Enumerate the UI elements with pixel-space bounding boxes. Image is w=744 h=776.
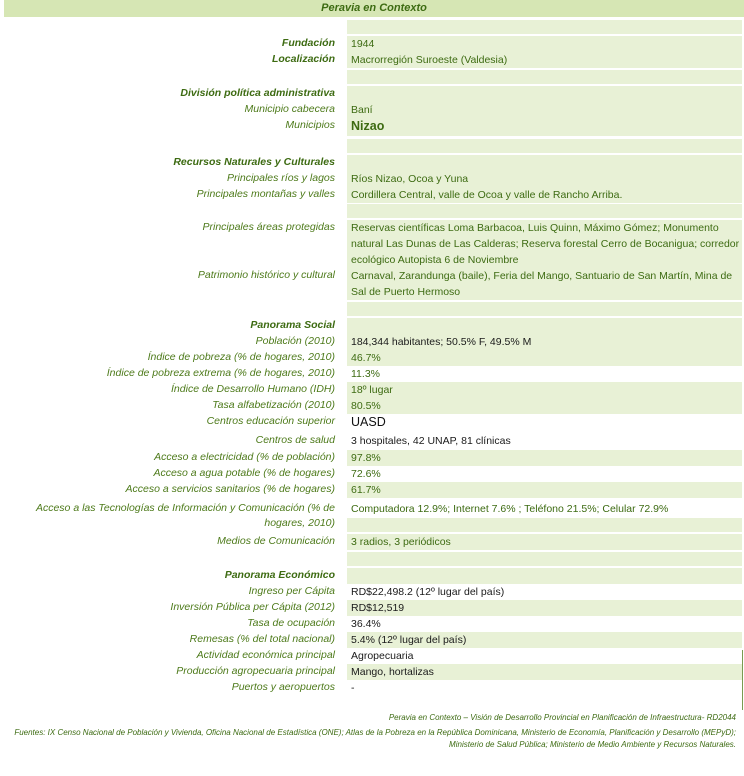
row-label: Inversión Pública per Cápita (2012): [170, 601, 335, 613]
row-value: UASD: [347, 414, 742, 432]
row-value: 61.7%: [347, 482, 742, 498]
row-value: Cordillera Central, valle de Ocoa y valle de Rancho Arriba.: [347, 187, 742, 203]
row-label: Tasa de ocupación: [247, 617, 335, 629]
row-label: Recursos Naturales y Culturales: [173, 156, 335, 168]
spacer-band: [347, 204, 742, 218]
row-label: Fundación: [281, 37, 335, 49]
spacer-band: [347, 20, 742, 34]
row-value: 11.3%: [347, 366, 742, 382]
row-value: -: [347, 680, 742, 696]
row-value: RD$12,519: [347, 600, 742, 616]
row-value: Macrorregión Suroeste (Valdesia): [347, 52, 742, 68]
row-label: Actividad económica principal: [196, 649, 335, 661]
row-label: Acceso a agua potable (% de hogares): [153, 467, 335, 479]
row-value: 18º lugar: [347, 382, 742, 398]
spacer-band: [347, 139, 742, 153]
spacer-band: [347, 552, 742, 566]
row-value: Baní: [347, 102, 742, 118]
section-band: [347, 568, 742, 584]
row-label: Localización: [271, 53, 335, 65]
row-label: Ingreso per Cápita: [248, 585, 335, 597]
row-label: Centros de salud: [255, 434, 335, 446]
row-value: 3 hospitales, 42 UNAP, 81 clínicas: [347, 433, 742, 449]
divider-line: [742, 650, 743, 710]
row-value: RD$22,498.2 (12º lugar del país): [347, 584, 742, 600]
row-value: 46.7%: [347, 350, 742, 366]
footer-sources: Fuentes: IX Censo Nacional de Población y Vivienda, Oficina Nacional de Estadística (ONE); Atlas de la Pobreza en la República Dominicana, Ministerio de Economía, Planificación y Desarrollo (MEPyD); Ministerio de Salud Pública; Ministerio de Medio Ambiente y Recursos Naturales.: [14, 728, 736, 749]
row-label: Panorama Económico: [224, 569, 335, 581]
row-value: Reservas científicas Loma Barbacoa, Luis Quinn, Máximo Gómez; Monumento natural Las Dunas de Las Calderas; Reserva forestal Cerro de Bocanigua; corredor ecológico Autopista 6 de Noviembre: [347, 220, 742, 268]
row-value: Carnaval, Zarandunga (baile), Feria del Mango, Santuario de San Martín, Mina de Sal de Puerto Hermoso: [347, 268, 742, 300]
row-label: Índice de Desarrollo Humano (IDH): [171, 383, 335, 395]
spacer-band: [347, 518, 742, 532]
row-value: 184,344 habitantes; 50.5% F, 49.5% M: [347, 334, 742, 350]
row-label: Producción agropecuaria principal: [176, 665, 335, 677]
row-label: Acceso a las Tecnologías de Información y Comunicación (% de hogares, 2010): [35, 502, 335, 529]
spacer-band: [347, 70, 742, 84]
row-label: Remesas (% del total nacional): [189, 633, 335, 645]
row-value: Nizao: [347, 118, 742, 136]
section-band: [347, 318, 742, 334]
row-value: Computadora 12.9%; Internet 7.6% ; Teléfono 21.5%; Celular 72.9%: [347, 501, 742, 517]
row-value: 3 radios, 3 periódicos: [347, 534, 742, 550]
row-label: Municipio cabecera: [244, 103, 335, 115]
row-value: Mango, hortalizas: [347, 664, 742, 680]
row-label: Puertos y aeropuertos: [231, 681, 335, 693]
row-label: Medios de Comunicación: [217, 535, 335, 547]
row-value: 80.5%: [347, 398, 742, 414]
row-label: Principales montañas y valles: [196, 188, 335, 200]
spacer-band: [347, 302, 742, 316]
section-band: [347, 86, 742, 102]
row-label: Panorama Social: [250, 319, 335, 331]
row-label: Índice de pobreza (% de hogares, 2010): [147, 351, 335, 363]
row-label: División política administrativa: [180, 87, 335, 99]
row-label: Acceso a servicios sanitarios (% de hogares): [125, 483, 335, 495]
row-label: Tasa alfabetización (2010): [212, 399, 335, 411]
row-label: Municipios: [285, 119, 335, 131]
row-value: 5.4% (12º lugar del país): [347, 632, 742, 648]
row-value: Ríos Nizao, Ocoa y Yuna: [347, 171, 742, 187]
row-value: Agropecuaria: [347, 648, 742, 664]
row-value: 1944: [347, 36, 742, 52]
row-label: Centros educación superior: [206, 415, 335, 427]
row-label: Principales ríos y lagos: [227, 172, 335, 184]
row-label: Patrimonio histórico y cultural: [197, 269, 335, 281]
row-value: 72.6%: [347, 466, 742, 482]
row-label: Índice de pobreza extrema (% de hogares, 2010): [106, 367, 335, 379]
footer-credit: Peravia en Contexto – Visión de Desarrollo Provincial en Planificación de Infraestructura- RD2044: [388, 713, 736, 722]
row-label: Acceso a electricidad (% de población): [154, 451, 335, 463]
section-band: [347, 155, 742, 171]
row-label: Población (2010): [255, 335, 335, 347]
page-title: Peravia en Contexto: [4, 0, 744, 17]
row-value: 97.8%: [347, 450, 742, 466]
row-label: Principales áreas protegidas: [202, 221, 335, 233]
row-value: 36.4%: [347, 616, 742, 632]
